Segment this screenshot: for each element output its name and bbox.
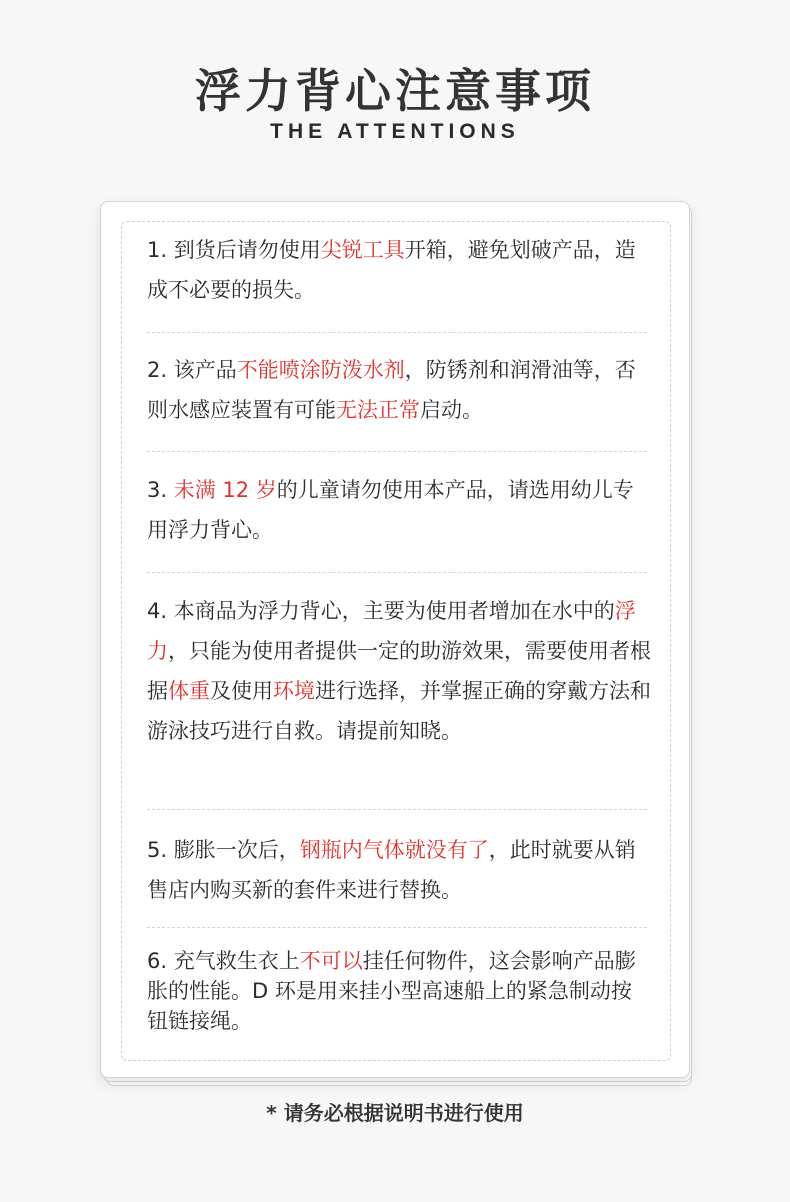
usage-footnote: * 请务必根据说明书进行使用 <box>266 1101 524 1125</box>
item-text: ，此时就要从销售店内购买新的套件来进行替换。 <box>147 838 636 902</box>
attention-item-5 <box>147 830 652 910</box>
divider <box>147 572 647 573</box>
item-text: 4. 本商品为浮力背心，主要为使用者增加在水中的 <box>147 599 615 623</box>
item-text: ，只能为使用者提供一定的助游效果，需要使用者根据 <box>147 639 651 703</box>
divider <box>147 451 647 452</box>
item-text: 3. <box>147 478 174 502</box>
highlight-text: 环境 <box>273 679 315 703</box>
highlight-text: 体重 <box>168 679 210 703</box>
item-text: 启动。 <box>420 398 483 422</box>
attention-item-4 <box>147 591 652 751</box>
highlight-text: 无法正常 <box>336 398 420 422</box>
divider <box>147 809 647 810</box>
item-text: 2. 该产品 <box>147 358 237 382</box>
attention-item-6 <box>147 946 652 1036</box>
attention-item-1 <box>147 230 652 310</box>
highlight-text: 不能喷涂防泼水剂 <box>236 358 405 382</box>
attention-item-3 <box>147 470 652 550</box>
item-text: 5. 膨胀一次后， <box>147 838 300 862</box>
highlight-text: 钢瓶内气体就没有了 <box>299 838 489 862</box>
page-subtitle: THE ATTENTIONS <box>270 120 520 143</box>
item-text: 进行选择，并掌握正确的穿戴方法和游泳技巧进行自救。请提前知晓。 <box>147 679 651 743</box>
item-text: 6. 充气救生衣上 <box>147 949 300 973</box>
highlight-text: 未满 12 岁 <box>173 478 277 502</box>
item-text: ，防锈剂和润滑油等，否则水感应装置有可能 <box>147 358 636 422</box>
attentions-list <box>121 221 671 1061</box>
divider <box>147 332 647 333</box>
item-text: 挂任何物件，这会影响产品膨胀的性能。D 环是用来挂小型高速船上的紧急制动按钮链接绳。 <box>147 949 636 1033</box>
attention-item-2 <box>147 350 652 430</box>
item-text: 开箱，避免划破产品，造成不必要的损失。 <box>147 238 636 302</box>
highlight-text: 尖锐工具 <box>320 238 405 262</box>
item-text: 及使用 <box>210 679 273 703</box>
attentions-card <box>100 201 690 1078</box>
page-title: 浮力背心注意事项 <box>195 64 595 118</box>
highlight-text: 不可以 <box>299 949 363 973</box>
item-text: 的儿童请勿使用本产品，请选用幼儿专用浮力背心。 <box>147 478 634 542</box>
item-text: 1. 到货后请勿使用 <box>147 238 321 262</box>
highlight-text: 浮力 <box>147 599 636 663</box>
divider <box>147 927 647 928</box>
